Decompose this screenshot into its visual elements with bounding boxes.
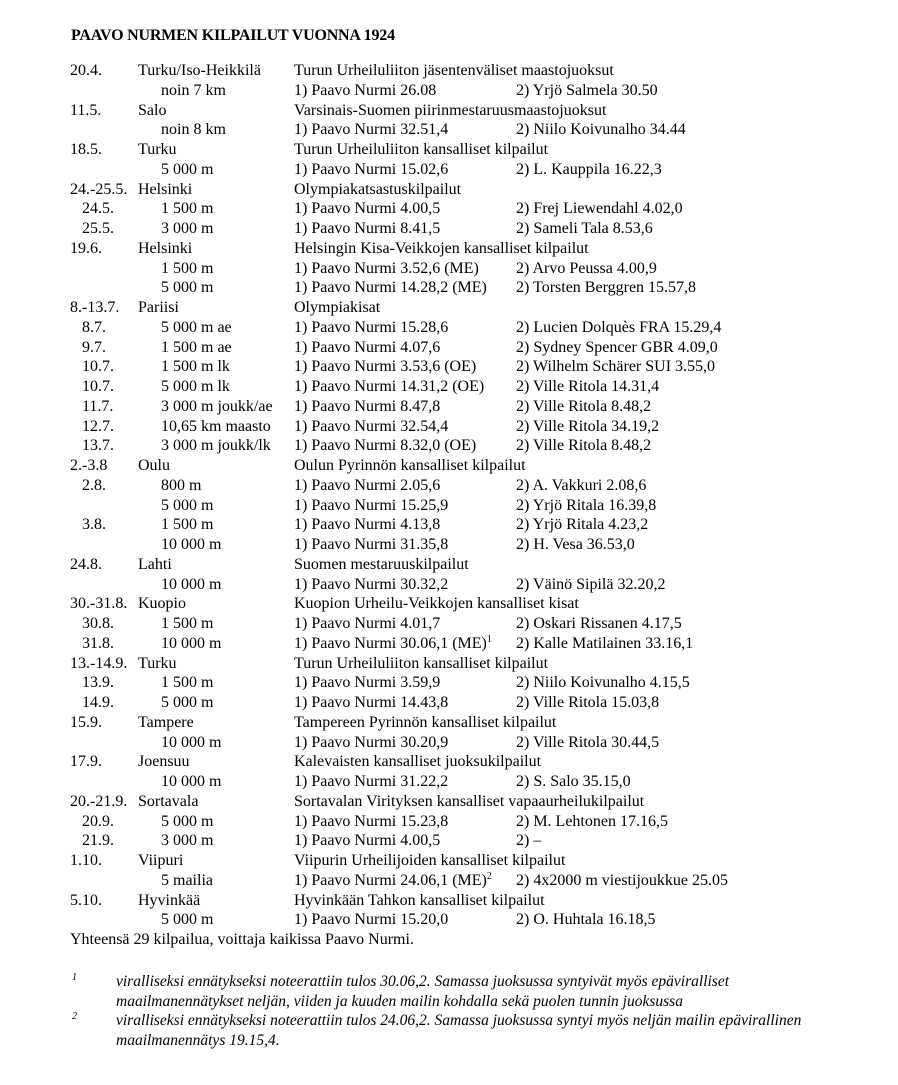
first-place-text: 1) Paavo Nurmi 32.51,4 — [294, 121, 449, 139]
first-place-result — [294, 871, 492, 891]
first-place-text: 1) Paavo Nurmi 8.32,0 (OE) — [294, 437, 477, 455]
race-distance: 5 000 m ae — [161, 318, 232, 336]
first-place-result — [294, 120, 448, 140]
competition-header-row — [0, 180, 898, 200]
second-place-result: 2) Oskari Rissanen 4.17,5 — [516, 615, 682, 632]
competition-date: 20.-21.9. — [70, 792, 128, 810]
race-result-row — [0, 673, 898, 693]
race-result-row — [0, 199, 898, 219]
race-distance: 5 000 m — [161, 911, 214, 929]
second-place-result: 2) Sameli Tala 8.53,6 — [516, 220, 653, 237]
first-place-text: 1) Paavo Nurmi 2.05,6 — [294, 476, 441, 494]
first-place-result — [294, 575, 448, 595]
second-place-result: 2) Niilo Koivunalho 34.44 — [516, 121, 686, 139]
first-place-text: 1) Paavo Nurmi 24.06,1 (ME) — [294, 871, 487, 889]
second-place-result: 2) Lucien Dolquès FRA 15.29,4 — [516, 318, 722, 336]
race-distance: 3 000 m joukk/ae — [161, 397, 273, 415]
race-distance: 10,65 km maasto — [161, 417, 271, 435]
race-distance: 800 m — [161, 476, 202, 494]
race-distance: noin 7 km — [161, 81, 226, 99]
second-place-result: 2) S. Salo 35.15,0 — [516, 773, 631, 790]
race-result-row — [0, 812, 898, 832]
first-place-text: 1) Paavo Nurmi 30.06,1 (ME) — [294, 634, 487, 652]
competition-date: 24.-25.5. — [70, 180, 128, 198]
second-place-result: 2) Yrjö Ritala 16.39,8 — [516, 496, 657, 514]
second-place-result: 2) A. Vakkuri 2.08,6 — [516, 476, 647, 494]
race-distance: 5 000 m — [161, 812, 214, 830]
competition-event-name: Turun Urheiluliiton kansalliset kilpailut — [294, 654, 549, 672]
competition-date: 1.10. — [70, 852, 102, 869]
race-distance: 1 500 m lk — [161, 358, 230, 376]
competition-event-name: Helsingin Kisa-Veikkojen kansalliset kilpailut — [294, 239, 589, 257]
competition-header-row — [0, 555, 898, 575]
race-date: 11.7. — [82, 397, 114, 415]
race-date: 12.7. — [82, 417, 114, 435]
competition-location: Turku — [138, 654, 177, 672]
first-place-result — [294, 812, 448, 832]
competition-header-row — [0, 654, 898, 674]
footnote — [70, 972, 830, 1011]
competition-header-row — [0, 891, 898, 911]
race-distance: 3 000 m — [161, 832, 214, 850]
first-place-text: 1) Paavo Nurmi 4.13,8 — [294, 516, 441, 534]
race-result-row — [0, 871, 898, 891]
first-place-text: 1) Paavo Nurmi 4.00,5 — [294, 200, 441, 218]
race-date: 20.9. — [82, 812, 114, 830]
second-place-result: 2) Kalle Matilainen 33.16,1 — [516, 634, 694, 652]
second-place-result: 2) L. Kauppila 16.22,3 — [516, 160, 662, 178]
race-result-row — [0, 357, 898, 377]
first-place-result — [294, 614, 440, 634]
race-distance: 1 500 m — [161, 259, 214, 277]
second-place-result: 2) Wilhelm Schärer SUI 3.55,0 — [516, 358, 716, 376]
second-place-result: 2) Arvo Peussa 4.00,9 — [516, 259, 657, 277]
first-place-result — [294, 377, 484, 397]
race-result-row — [0, 476, 898, 496]
second-place-result: 2) H. Vesa 36.53,0 — [516, 536, 635, 553]
second-place-result: 2) Ville Ritola 14.31,4 — [516, 378, 660, 395]
first-place-result — [294, 357, 476, 377]
race-result-row — [0, 436, 898, 456]
competition-event-name: Viipurin Urheilijoiden kansalliset kilpailut — [294, 852, 566, 869]
second-place-result: 2) Niilo Koivunalho 4.15,5 — [516, 674, 690, 692]
first-place-text: 1) Paavo Nurmi 3.53,6 (OE) — [294, 358, 477, 376]
first-place-result — [294, 673, 440, 693]
competition-date: 11.5. — [70, 101, 102, 119]
second-place-result: 2) Väinö Sipilä 32.20,2 — [516, 575, 666, 593]
first-place-text: 1) Paavo Nurmi 15.20,0 — [294, 911, 449, 929]
race-result-row — [0, 693, 898, 713]
competition-location: Oulu — [138, 457, 170, 474]
competition-header-row — [0, 713, 898, 733]
first-place-text: 1) Paavo Nurmi 8.41,5 — [294, 220, 441, 237]
race-date: 24.5. — [82, 200, 114, 218]
race-distance: 10 000 m — [161, 773, 222, 790]
first-place-result — [294, 259, 479, 279]
race-distance: 10 000 m — [161, 536, 222, 553]
first-place-result — [294, 219, 440, 239]
race-result-row — [0, 219, 898, 239]
race-result-row — [0, 772, 898, 792]
footnote-reference: 1 — [486, 633, 492, 645]
first-place-text: 1) Paavo Nurmi 15.23,8 — [294, 812, 449, 830]
first-place-text: 1) Paavo Nurmi 4.07,6 — [294, 338, 441, 356]
race-date: 10.7. — [82, 358, 114, 376]
competition-location: Kuopio — [138, 595, 186, 613]
competition-location: Sortavala — [138, 792, 199, 810]
race-result-row — [0, 318, 898, 338]
second-place-result: 2) Ville Ritola 15.03,8 — [516, 694, 660, 711]
race-date: 8.7. — [82, 318, 106, 336]
first-place-text: 1) Paavo Nurmi 14.28,2 (ME) — [294, 279, 487, 297]
footnote-mark: 1 — [72, 972, 77, 983]
race-distance: 1 500 m ae — [161, 338, 232, 356]
competition-event-name: Olympiakatsastuskilpailut — [294, 180, 462, 198]
race-distance: 5 000 m — [161, 694, 214, 711]
competition-date: 19.6. — [70, 239, 102, 257]
first-place-result — [294, 772, 448, 792]
first-place-text: 1) Paavo Nurmi 14.43,8 — [294, 694, 449, 711]
competition-event-name: Oulun Pyrinnön kansalliset kilpailut — [294, 457, 526, 474]
first-place-result — [294, 693, 448, 713]
race-distance: 3 000 m joukk/lk — [161, 437, 271, 455]
footnote — [70, 1011, 830, 1050]
race-date: 25.5. — [82, 220, 114, 237]
competition-date: 5.10. — [70, 891, 102, 909]
second-place-result: 2) Sydney Spencer GBR 4.09,0 — [516, 338, 718, 356]
competition-event-name: Kuopion Urheilu-Veikkojen kansalliset kisat — [294, 595, 579, 613]
competition-date: 13.-14.9. — [70, 654, 128, 672]
first-place-result — [294, 634, 492, 654]
competition-header-row — [0, 752, 898, 772]
competition-event-name: Tampereen Pyrinnön kansalliset kilpailut — [294, 713, 557, 731]
race-date: 30.8. — [82, 615, 114, 632]
first-place-text: 1) Paavo Nurmi 26.08 — [294, 81, 437, 99]
race-distance: 5 mailia — [161, 871, 213, 889]
race-date: 3.8. — [82, 516, 106, 534]
first-place-result — [294, 436, 476, 456]
first-place-result — [294, 338, 440, 358]
first-place-text: 1) Paavo Nurmi 31.35,8 — [294, 536, 449, 553]
first-place-result — [294, 160, 448, 180]
race-distance: 5 000 m — [161, 496, 214, 514]
competition-event-name: Olympiakisat — [294, 299, 381, 316]
race-date: 9.7. — [82, 338, 106, 356]
first-place-result — [294, 831, 440, 851]
first-place-text: 1) Paavo Nurmi 30.32,2 — [294, 575, 449, 593]
first-place-text: 1) Paavo Nurmi 30.20,9 — [294, 733, 449, 751]
competition-location: Helsinki — [138, 180, 193, 198]
competition-location: Tampere — [138, 713, 194, 731]
race-result-row — [0, 338, 898, 358]
first-place-result — [294, 318, 448, 338]
race-distance: 1 500 m — [161, 615, 214, 632]
footnote-text: viralliseksi ennätykseksi noteerattiin tulos 30.06,2. Samassa juoksussa syntyivät myös epäviralliset maailmanennätykset neljän, viiden ja kuuden mailin kohdalla sekä puolen tunnin juoksussa — [116, 973, 730, 1010]
first-place-text: 1) Paavo Nurmi 8.47,8 — [294, 397, 441, 415]
race-result-row — [0, 535, 898, 555]
first-place-text: 1) Paavo Nurmi 3.52,6 (ME) — [294, 259, 479, 277]
first-place-text: 1) Paavo Nurmi 4.01,7 — [294, 615, 441, 632]
first-place-text: 1) Paavo Nurmi 15.02,6 — [294, 160, 449, 178]
summary-row — [0, 930, 898, 950]
race-date: 14.9. — [82, 694, 114, 711]
second-place-result: 2) Yrjö Ritala 4.23,2 — [516, 516, 649, 534]
footnote-text: viralliseksi ennätykseksi noteerattiin tulos 24.06,2. Samassa juoksussa syntyi myös neljän mailin epävirallinen maailmanennätys 19.15,4. — [116, 1012, 802, 1049]
competition-list — [0, 61, 898, 950]
race-result-row — [0, 733, 898, 753]
competition-header-row — [0, 140, 898, 160]
first-place-result — [294, 278, 487, 298]
competition-location: Pariisi — [138, 299, 179, 316]
race-distance: 5 000 m — [161, 279, 214, 297]
second-place-result: 2) Ville Ritola 30.44,5 — [516, 733, 660, 751]
summary-text: Yhteensä 29 kilpailua, voittaja kaikissa Paavo Nurmi. — [70, 931, 414, 948]
competition-header-row — [0, 792, 898, 812]
document-title: PAAVO NURMEN KILPAILUT VUONNA 1924 — [71, 27, 395, 44]
competition-header-row — [0, 851, 898, 871]
second-place-result: 2) – — [516, 832, 542, 850]
competition-header-row — [0, 594, 898, 614]
competition-location: Lahti — [138, 555, 172, 573]
competition-header-row — [0, 101, 898, 121]
first-place-result — [294, 515, 440, 535]
race-result-row — [0, 634, 898, 654]
second-place-result: 2) Torsten Berggren 15.57,8 — [516, 279, 697, 297]
competition-event-name: Suomen mestaruuskilpailut — [294, 555, 469, 573]
race-result-row — [0, 496, 898, 516]
first-place-text: 1) Paavo Nurmi 15.28,6 — [294, 318, 449, 336]
second-place-result: 2) Ville Ritola 8.48,2 — [516, 397, 652, 415]
race-result-row — [0, 81, 898, 101]
race-date: 10.7. — [82, 378, 114, 395]
first-place-result — [294, 476, 440, 496]
footnotes — [70, 972, 830, 1050]
second-place-result: 2) Ville Ritola 8.48,2 — [516, 437, 652, 455]
race-result-row — [0, 515, 898, 535]
race-distance: 3 000 m — [161, 220, 214, 237]
competition-event-name: Varsinais-Suomen piirinmestaruusmaastojuoksut — [294, 101, 607, 119]
competition-event-name: Kalevaisten kansalliset juoksukilpailut — [294, 753, 542, 771]
competition-event-name: Turun Urheiluliiton jäsentenväliset maastojuoksut — [294, 62, 614, 79]
race-date: 13.9. — [82, 674, 114, 692]
footnote-mark: 2 — [72, 1011, 77, 1022]
race-result-row — [0, 377, 898, 397]
competition-location: Turku — [138, 141, 177, 158]
race-date: 31.8. — [82, 634, 114, 652]
first-place-result — [294, 199, 440, 219]
race-date: 21.9. — [82, 832, 114, 850]
race-result-row — [0, 397, 898, 417]
race-result-row — [0, 160, 898, 180]
first-place-text: 1) Paavo Nurmi 14.31,2 (OE) — [294, 378, 485, 395]
first-place-result — [294, 81, 436, 101]
footnote-reference: 2 — [486, 870, 492, 882]
race-result-row — [0, 614, 898, 634]
competition-header-row — [0, 298, 898, 318]
first-place-text: 1) Paavo Nurmi 4.00,5 — [294, 832, 441, 850]
competition-date: 8.-13.7. — [70, 299, 120, 316]
competition-date: 17.9. — [70, 753, 102, 771]
second-place-result: 2) Frej Liewendahl 4.02,0 — [516, 200, 683, 218]
first-place-result — [294, 496, 448, 516]
competition-date: 2.-3.8 — [70, 457, 108, 474]
race-date: 2.8. — [82, 476, 106, 494]
first-place-result — [294, 535, 448, 555]
second-place-result: 2) Yrjö Salmela 30.50 — [516, 81, 658, 99]
competition-location: Salo — [138, 101, 167, 119]
second-place-result: 2) Ville Ritola 34.19,2 — [516, 417, 660, 435]
race-distance: 1 500 m — [161, 200, 214, 218]
competition-date: 24.8. — [70, 555, 102, 573]
competition-event-name: Hyvinkään Tahkon kansalliset kilpailut — [294, 891, 545, 909]
race-distance: 10 000 m — [161, 733, 222, 751]
second-place-result: 2) 4x2000 m viestijoukkue 25.05 — [516, 871, 728, 889]
race-date: 13.7. — [82, 437, 114, 455]
second-place-result: 2) O. Huhtala 16.18,5 — [516, 911, 656, 929]
race-result-row — [0, 417, 898, 437]
competition-event-name: Turun Urheiluliiton kansalliset kilpailut — [294, 141, 549, 158]
competition-location: Viipuri — [138, 852, 184, 869]
competition-date: 18.5. — [70, 141, 102, 158]
competition-event-name: Sortavalan Virityksen kansalliset vapaaurheilukilpailut — [294, 792, 645, 810]
second-place-result: 2) M. Lehtonen 17.16,5 — [516, 812, 668, 830]
race-distance: 1 500 m — [161, 674, 214, 692]
competition-date: 15.9. — [70, 713, 102, 731]
race-distance: 10 000 m — [161, 634, 222, 652]
race-result-row — [0, 575, 898, 595]
first-place-result — [294, 910, 448, 930]
competition-location: Helsinki — [138, 239, 193, 257]
race-result-row — [0, 278, 898, 298]
competition-header-row — [0, 239, 898, 259]
race-distance: 1 500 m — [161, 516, 214, 534]
competition-header-row — [0, 456, 898, 476]
first-place-text: 1) Paavo Nurmi 3.59,9 — [294, 674, 441, 692]
race-distance: 10 000 m — [161, 575, 222, 593]
first-place-result — [294, 417, 448, 437]
first-place-text: 1) Paavo Nurmi 15.25,9 — [294, 496, 449, 514]
first-place-result — [294, 397, 440, 417]
competition-location: Hyvinkää — [138, 891, 201, 909]
competition-date: 30.-31.8. — [70, 595, 128, 613]
competition-location: Joensuu — [138, 753, 190, 771]
race-distance: 5 000 m lk — [161, 378, 230, 395]
race-result-row — [0, 910, 898, 930]
competition-date: 20.4. — [70, 62, 102, 79]
race-distance: noin 8 km — [161, 121, 226, 139]
first-place-result — [294, 733, 448, 753]
race-distance: 5 000 m — [161, 160, 214, 178]
first-place-text: 1) Paavo Nurmi 31.22,2 — [294, 773, 449, 790]
race-result-row — [0, 259, 898, 279]
competition-header-row — [0, 61, 898, 81]
competition-location: Turku/Iso-Heikkilä — [138, 62, 261, 79]
race-result-row — [0, 831, 898, 851]
race-result-row — [0, 120, 898, 140]
first-place-text: 1) Paavo Nurmi 32.54,4 — [294, 417, 449, 435]
